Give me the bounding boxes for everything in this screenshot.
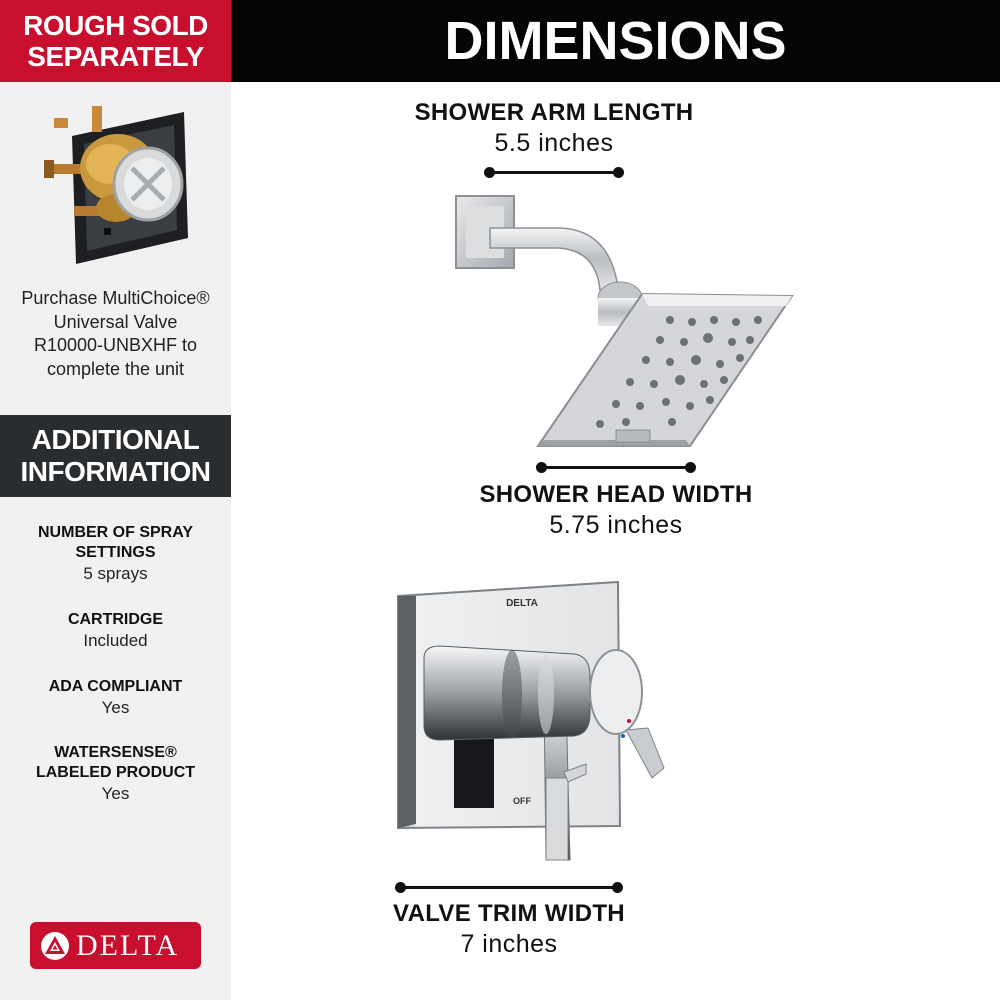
info-label-line: ADA COMPLIANT — [48, 678, 183, 695]
page-title: DIMENSIONS — [444, 11, 787, 71]
delta-triangle-icon — [40, 931, 70, 961]
rough-valve-image — [44, 98, 194, 270]
purchase-line-4: complete the unit — [46, 358, 185, 379]
info-ada-compliant — [0, 677, 231, 719]
additional-information-banner — [0, 415, 231, 497]
rough-sold-separately-heading — [23, 10, 208, 72]
rough-banner-line-1: ROUGH SOLD — [23, 10, 208, 41]
plate-brand-text: DELTA — [506, 598, 538, 609]
shower-head-label: SHOWER HEAD WIDTH — [479, 481, 753, 508]
valve-trim-dimension — [359, 900, 659, 960]
shower-head-dimension — [466, 481, 766, 541]
additional-banner-line-1: ADDITIONAL — [31, 424, 200, 455]
info-value: Included — [83, 631, 148, 650]
shower-arm-measure-line — [489, 171, 619, 174]
valve-trim-image — [394, 578, 666, 874]
additional-banner-line-2: INFORMATION — [20, 456, 211, 487]
delta-logo-text: DELTA — [76, 929, 180, 962]
info-spray-settings — [0, 523, 231, 585]
valve-trim-value: 7 inches — [460, 930, 558, 958]
rough-sold-separately-banner — [0, 0, 231, 82]
info-value: Yes — [101, 698, 130, 717]
sidebar — [0, 0, 231, 1000]
dimensions-header — [231, 0, 1000, 82]
shower-arm-value: 5.5 inches — [494, 129, 614, 157]
purchase-line-2: Universal Valve — [53, 311, 178, 332]
shower-arm-dimension — [404, 99, 704, 159]
valve-trim-measure-line — [400, 886, 618, 889]
info-label-line: WATERSENSE® — [54, 744, 177, 761]
shower-head-image — [440, 190, 800, 452]
info-value: 5 sprays — [83, 564, 148, 583]
rough-banner-line-2: SEPARATELY — [27, 41, 204, 72]
shower-arm-label: SHOWER ARM LENGTH — [414, 99, 694, 126]
info-watersense — [0, 743, 231, 805]
delta-logo — [30, 922, 201, 969]
valve-trim-label: VALVE TRIM WIDTH — [393, 900, 625, 927]
shower-head-measure-line — [541, 466, 691, 469]
shower-head-value: 5.75 inches — [549, 511, 683, 539]
info-label-line: LABELED PRODUCT — [35, 764, 196, 781]
info-label-line: CARTRIDGE — [67, 611, 164, 628]
purchase-line-3: R10000-UNBXHF to — [33, 335, 198, 355]
off-label-text: OFF — [513, 796, 531, 806]
info-value: Yes — [101, 784, 130, 803]
purchase-note — [0, 287, 231, 381]
info-cartridge — [0, 610, 231, 652]
purchase-line-1: Purchase MultiChoice® — [21, 288, 210, 308]
info-label-line: NUMBER OF SPRAY — [38, 524, 193, 541]
additional-information-heading — [21, 424, 211, 488]
info-label-line: SETTINGS — [75, 544, 156, 561]
